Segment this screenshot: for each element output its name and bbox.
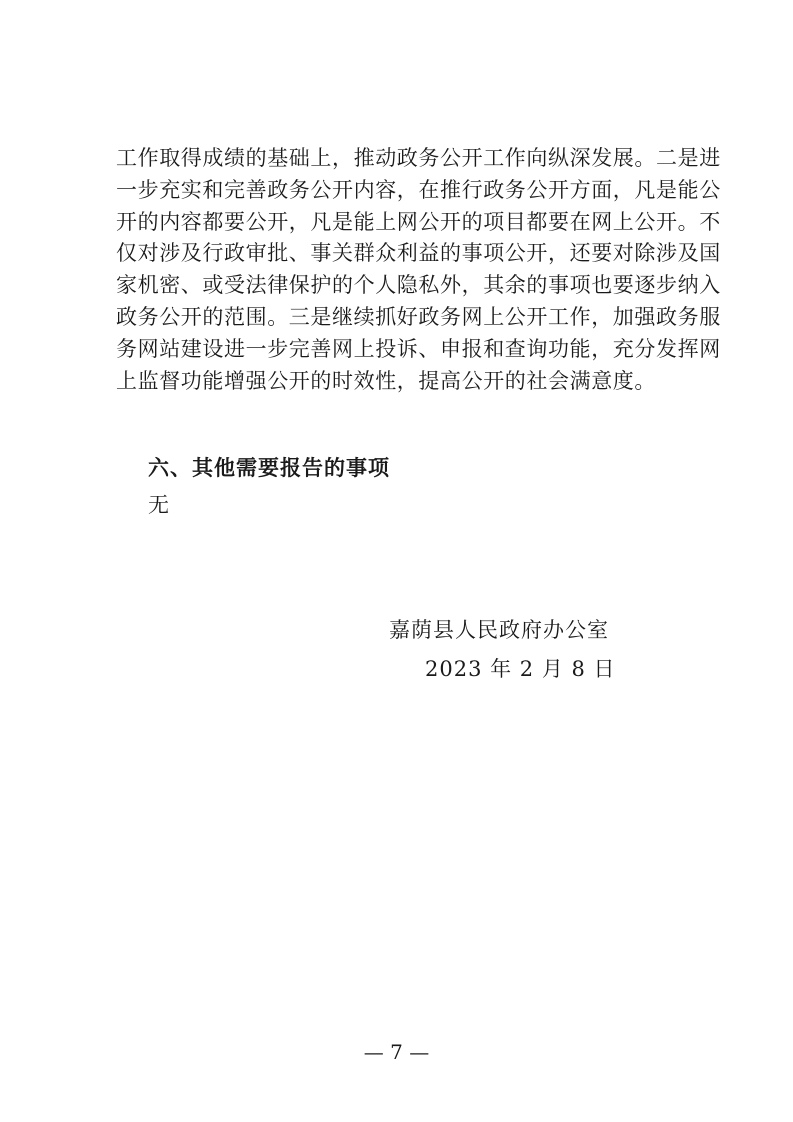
paragraph-line: 政务公开的范围。三是继续抓好政务网上公开工作，加强政务服 (116, 304, 721, 329)
signature-organization: 嘉荫县人民政府办公室 (389, 618, 609, 642)
paragraph-line: 工作取得成绩的基础上，推动政务公开工作向纵深发展。二是进 (116, 146, 721, 170)
paragraph-line: 务网站建设进一步完善网上投诉、申报和查询功能，充分发挥网 (116, 336, 721, 361)
paragraph-line: 仅对涉及行政审批、事关群众利益的事项公开，还要对除涉及国 (116, 241, 721, 266)
page-number: — 7 — (363, 1040, 430, 1064)
paragraph-line: 开的内容都要公开，凡是能上网公开的项目都要在网上公开。不 (116, 209, 721, 234)
paragraph-line: 家机密、或受法律保护的个人隐私外，其余的事项也要逐步纳入 (116, 273, 721, 298)
section-body: 无 (148, 493, 169, 517)
section-heading: 六、其他需要报告的事项 (148, 456, 390, 480)
paragraph-line: 上监督功能增强公开的时效性，提高公开的社会满意度。 (116, 368, 656, 393)
paragraph-line: 一步充实和完善政务公开内容，在推行政务公开方面，凡是能公 (116, 177, 721, 202)
body-paragraph (116, 143, 721, 397)
signature-date: 2023 年 2 月 8 日 (425, 657, 616, 681)
